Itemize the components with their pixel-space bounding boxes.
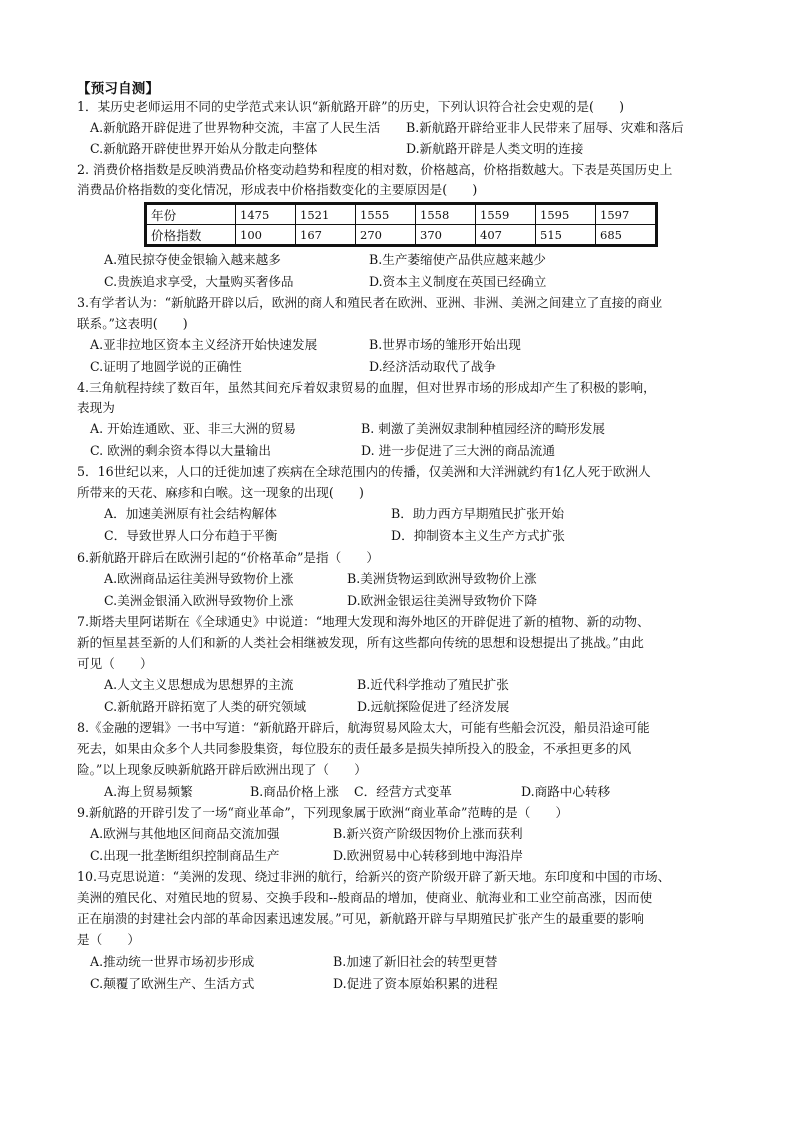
q9-option-a[interactable]: A.欧洲与其他地区间商品交流加强: [90, 826, 280, 841]
q6-option-b[interactable]: B.美洲货物运到欧洲导致物价上涨: [347, 571, 537, 586]
question-10-stem-line1: 10.马克思说道：“美洲的发现、绕过非洲的航行，给新兴的资产阶级开辟了新天地。东印度和中国的市场、: [77, 869, 671, 884]
q2-option-b[interactable]: B.生产萎缩使产品供应越来越少: [369, 252, 546, 267]
q9-option-d[interactable]: D.欧洲贸易中心转移到地中海沿岸: [333, 848, 523, 863]
question-7-stem-line2: 新的恒星甚至新的人们和新的人类社会相继被发现，所有这些都向传统的思想和设想提出了挑战。”由此: [77, 635, 644, 650]
table-cell: 100: [236, 225, 296, 246]
q6-option-a[interactable]: A.欧洲商品运往美洲导致物价上涨: [104, 571, 294, 586]
question-4-stem-line1: 4.三角航程持续了数百年，虽然其间充斥着奴隶贸易的血腥，但对世界市场的形成却产生了积极的影响，: [77, 380, 656, 395]
table-header-index: 价格指数: [146, 225, 236, 246]
question-7-stem-line1: 7.斯塔夫里阿诺斯在《全球通史》中说道：“地理大发现和海外地区的开辟促进了新的植物、新的动物、: [77, 614, 650, 629]
q9-option-b[interactable]: B.新兴资产阶级因物价上涨而获利: [333, 826, 523, 841]
table-cell: 270: [356, 225, 416, 246]
q3-option-a[interactable]: A.亚非拉地区资本主义经济开始快速发展: [90, 337, 318, 352]
q7-option-a[interactable]: A.人文主义思想成为思想界的主流: [104, 677, 294, 692]
q8-option-b[interactable]: B.商品价格上涨: [250, 784, 339, 799]
table-cell: 1475: [236, 204, 296, 225]
table-cell: 1597: [596, 204, 657, 225]
question-8-stem-line1: 8.《金融的逻辑》一书中写道：“新航路开辟后，航海贸易风险太大，可能有些船会沉没，船员沿途可能: [77, 720, 650, 735]
q4-option-c[interactable]: C. 欧洲的剩余资本得以大量输出: [90, 443, 271, 458]
question-6-stem: 6.新航路开辟后在欧洲引起的“价格革命”是指（ ）: [77, 550, 379, 565]
q10-option-c[interactable]: C.颠覆了欧洲生产、生活方式: [90, 976, 255, 991]
table-cell: 1559: [476, 204, 536, 225]
question-3-stem-line2: 联系。”这表明( ): [77, 316, 188, 331]
table-cell: 370: [416, 225, 476, 246]
q7-option-d[interactable]: D.远航探险促进了经济发展: [357, 699, 510, 714]
section-title: 【预习自测】: [77, 81, 160, 97]
question-10-stem-line3: 正在崩溃的封建社会内部的革命因素迅速发展。”可见，新航路开辟与早期殖民扩张产生的最重要的影响: [77, 911, 644, 926]
question-2-stem-line2: 消费品价格指数的变化情况，形成表中价格指数变化的主要原因是( ): [77, 182, 478, 197]
question-2-stem-line1: 2. 消费价格指数是反映消费品价格变动趋势和程度的相对数，价格越高，价格指数越大。下表是英国历史上: [77, 162, 673, 177]
q6-option-c[interactable]: C.美洲金银涌入欧洲导致物价上涨: [104, 593, 294, 608]
question-5-stem-line2: 所带来的天花、麻疹和白喉。这一现象的出现( ): [77, 485, 364, 500]
table-cell: 1555: [356, 204, 416, 225]
q10-option-d[interactable]: D.促进了资本原始积累的进程: [333, 976, 498, 991]
q1-option-b[interactable]: B.新航路开辟给亚非人民带来了屈辱、灾难和落后: [406, 120, 684, 135]
question-10-stem-line4: 是（ ）: [77, 932, 140, 947]
q2-option-c[interactable]: C.贵族追求享受，大量购买奢侈品: [104, 274, 294, 289]
q3-option-d[interactable]: D.经济活动取代了战争: [369, 359, 496, 374]
question-9-stem: 9.新航路的开辟引发了一场“商业革命”，下列现象属于欧洲“商业革命”范畴的是（ ）: [77, 805, 569, 820]
table-cell: 685: [596, 225, 657, 246]
table-row-years: [146, 204, 657, 225]
q4-option-a[interactable]: A. 开始连通欧、亚、非三大洲的贸易: [90, 421, 297, 436]
q8-option-a[interactable]: A.海上贸易频繁: [104, 784, 193, 799]
q3-option-c[interactable]: C.证明了地圆学说的正确性: [90, 359, 242, 374]
table-row-indices: [146, 225, 657, 246]
q10-option-a[interactable]: A.推动统一世界市场初步形成: [90, 954, 255, 969]
question-8-stem-line2: 死去，如果由众多个人共同参股集资，每位股东的责任最多是损失掉所投入的股金，不承担更多的风: [77, 741, 632, 756]
q2-option-d[interactable]: D.资本主义制度在英国已经确立: [369, 274, 547, 289]
q1-option-d[interactable]: D.新航路开辟是人类文明的连接: [406, 141, 584, 156]
question-5-stem-line1: 5．16世纪以来，人口的迁徙加速了疾病在全球范围内的传播，仅美洲和大洋洲就约有1亿人死于欧洲人: [77, 464, 651, 479]
q10-option-b[interactable]: B.加速了新旧社会的转型更替: [333, 954, 498, 969]
q5-option-b[interactable]: B．助力西方早期殖民扩张开始: [391, 506, 564, 521]
table-cell: 515: [536, 225, 596, 246]
table-cell: 1595: [536, 204, 596, 225]
q7-option-b[interactable]: B.近代科学推动了殖民扩张: [357, 677, 509, 692]
q6-option-d[interactable]: D.欧洲金银运往美洲导致物价下降: [347, 593, 537, 608]
table-cell: 1521: [296, 204, 356, 225]
q2-option-a[interactable]: A.殖民掠夺使金银输入越来越多: [104, 252, 281, 267]
q9-option-c[interactable]: C.出现一批垄断组织控制商品生产: [90, 848, 280, 863]
question-4-stem-line2: 表现为: [77, 400, 115, 415]
q7-option-c[interactable]: C.新航路开辟拓宽了人类的研究领域: [104, 699, 307, 714]
q1-option-c[interactable]: C.新航路开辟使世界开始从分散走向整体: [90, 141, 318, 156]
table-cell: 1558: [416, 204, 476, 225]
q8-option-d[interactable]: D.商路中心转移: [521, 784, 611, 799]
question-1-stem: 1．某历史老师运用不同的史学范式来认识“新航路开辟”的历史，下列认识符合社会史观的是( ): [77, 99, 625, 114]
question-7-stem-line3: 可见（ ）: [77, 656, 153, 671]
table-cell: 167: [296, 225, 356, 246]
table-cell: 407: [476, 225, 536, 246]
q1-option-a[interactable]: A.新航路开辟促进了世界物种交流，丰富了人民生活: [90, 120, 381, 135]
question-10-stem-line2: 美洲的殖民化、对殖民地的贸易、交换手段和--般商品的增加，使商业、航海业和工业空前高涨，因而使: [77, 890, 653, 905]
q5-option-c[interactable]: C．导致世界人口分布趋于平衡: [104, 528, 278, 543]
q4-option-d[interactable]: D. 进一步促进了三大洲的商品流通: [361, 443, 555, 458]
price-index-table: [144, 202, 658, 247]
q8-option-c[interactable]: C．经营方式变革: [354, 784, 452, 799]
question-8-stem-line3: 险。”以上现象反映新航路开辟后欧洲出现了（ ）: [77, 762, 367, 777]
q5-option-a[interactable]: A．加速美洲原有社会结构解体: [104, 506, 277, 521]
table-header-year: 年份: [146, 204, 236, 225]
q5-option-d[interactable]: D．抑制资本主义生产方式扩张: [391, 528, 565, 543]
q4-option-b[interactable]: B. 刺激了美洲奴隶制种植园经济的畸形发展: [361, 421, 605, 436]
question-3-stem-line1: 3.有学者认为：“新航路开辟以后，欧洲的商人和殖民者在欧洲、亚洲、非洲、美洲之间建立了直接的商业: [77, 295, 663, 310]
q3-option-b[interactable]: B.世界市场的雏形开始出现: [369, 337, 521, 352]
